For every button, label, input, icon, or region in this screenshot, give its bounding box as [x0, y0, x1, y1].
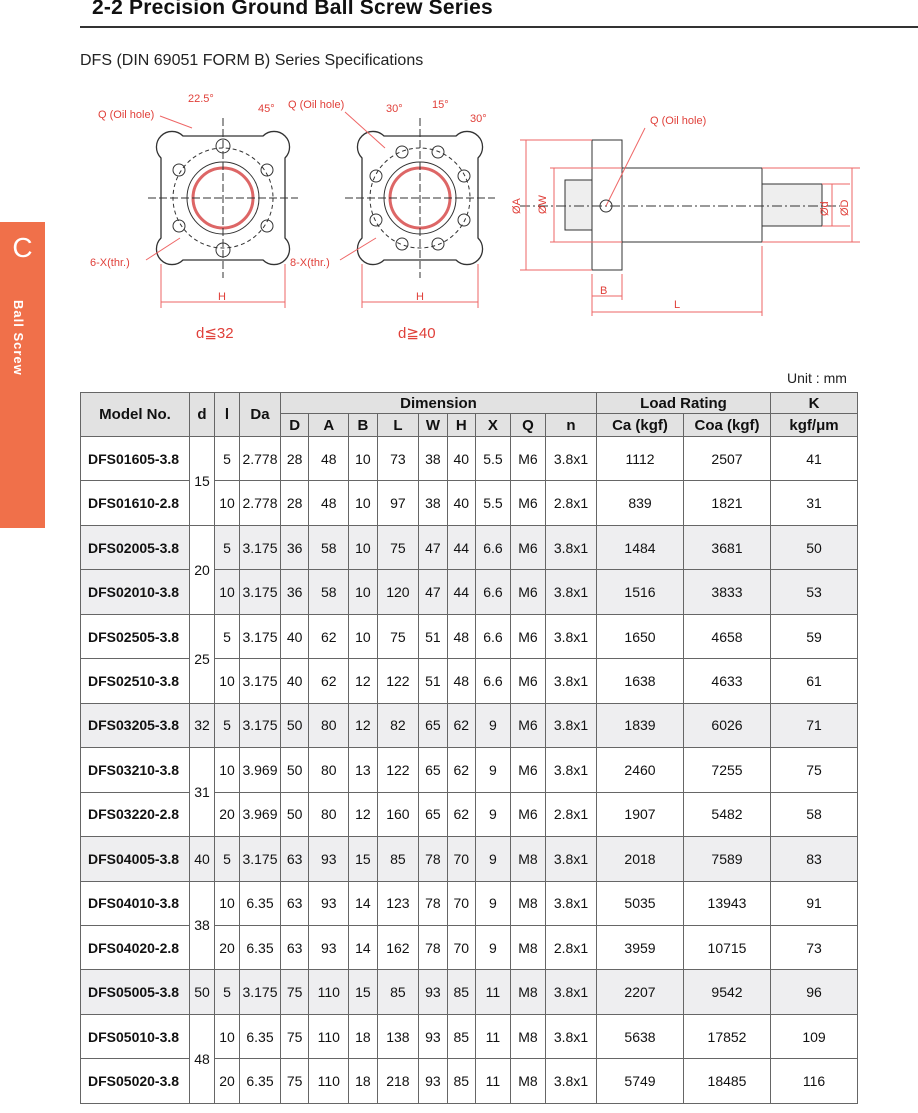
- dim-phi-a: ØA: [511, 198, 523, 214]
- unit-label: Unit : mm: [787, 370, 847, 386]
- table-cell: 839: [597, 481, 684, 525]
- table-cell: M8: [510, 970, 545, 1014]
- table-cell: 97: [377, 481, 419, 525]
- table-cell: 59: [771, 614, 858, 658]
- table-cell: 10: [349, 525, 377, 569]
- table-cell: 12: [349, 792, 377, 836]
- table-cell: 40: [281, 659, 309, 703]
- table-cell: M6: [510, 703, 545, 747]
- table-cell: 6.35: [240, 1014, 281, 1058]
- table-cell: 3.8x1: [546, 525, 597, 569]
- side-view: [520, 128, 860, 316]
- table-cell: M8: [510, 881, 545, 925]
- table-cell: 10: [349, 481, 377, 525]
- table-cell: 58: [771, 792, 858, 836]
- table-cell: 13: [349, 748, 377, 792]
- table-cell: 11: [475, 970, 510, 1014]
- table-cell: 1821: [684, 481, 771, 525]
- table-cell: M6: [510, 525, 545, 569]
- table-row: [81, 703, 858, 747]
- page-title: 2-2 Precision Ground Ball Screw Series: [92, 0, 493, 19]
- cell-d: 38: [190, 881, 215, 970]
- table-cell: 80: [309, 792, 349, 836]
- model-number: DFS03220-2.8: [81, 792, 190, 836]
- table-cell: 61: [771, 659, 858, 703]
- table-row: [81, 525, 858, 569]
- spec-table: [80, 392, 858, 1104]
- table-cell: 1112: [597, 437, 684, 481]
- table-cell: 78: [419, 925, 447, 969]
- table-cell: 3.8x1: [546, 614, 597, 658]
- dim-h-1: H: [218, 291, 226, 303]
- table-cell: 80: [309, 703, 349, 747]
- table-cell: 62: [309, 659, 349, 703]
- table-cell: 2207: [597, 970, 684, 1014]
- cell-d: 25: [190, 614, 215, 703]
- table-cell: 6.35: [240, 1059, 281, 1104]
- table-cell: 18: [349, 1059, 377, 1104]
- table-cell: 3.175: [240, 837, 281, 881]
- angle-30-a: 30°: [386, 103, 403, 115]
- table-cell: 11: [475, 1059, 510, 1104]
- table-cell: 9: [475, 703, 510, 747]
- table-cell: 85: [447, 1059, 475, 1104]
- cell-d: 15: [190, 437, 215, 526]
- table-cell: 5482: [684, 792, 771, 836]
- table-cell: 44: [447, 525, 475, 569]
- table-cell: 70: [447, 925, 475, 969]
- table-cell: 78: [419, 881, 447, 925]
- table-cell: 65: [419, 703, 447, 747]
- table-cell: 3.175: [240, 970, 281, 1014]
- table-cell: 6.35: [240, 881, 281, 925]
- table-cell: 5035: [597, 881, 684, 925]
- model-number: DFS01610-2.8: [81, 481, 190, 525]
- table-cell: 28: [281, 481, 309, 525]
- side-tab-label: Ball Screw: [11, 300, 26, 376]
- table-cell: 1484: [597, 525, 684, 569]
- table-row: [81, 970, 858, 1014]
- table-cell: 75: [771, 748, 858, 792]
- table-cell: 85: [377, 837, 419, 881]
- table-cell: 41: [771, 437, 858, 481]
- table-cell: 6.6: [475, 614, 510, 658]
- table-cell: 93: [419, 970, 447, 1014]
- table-cell: 10: [215, 881, 240, 925]
- table-cell: 2507: [684, 437, 771, 481]
- table-cell: 5: [215, 614, 240, 658]
- table-cell: 3.175: [240, 659, 281, 703]
- table-cell: M6: [510, 792, 545, 836]
- table-cell: M8: [510, 1014, 545, 1058]
- table-row: [81, 748, 858, 792]
- col-n: n: [546, 414, 597, 437]
- table-cell: 10: [349, 570, 377, 614]
- table-cell: 36: [281, 570, 309, 614]
- table-cell: 50: [771, 525, 858, 569]
- table-cell: 85: [377, 970, 419, 1014]
- col-k: K: [771, 393, 858, 414]
- table-cell: 62: [309, 614, 349, 658]
- table-cell: 1650: [597, 614, 684, 658]
- col-A: A: [309, 414, 349, 437]
- table-cell: 91: [771, 881, 858, 925]
- table-cell: 5: [215, 437, 240, 481]
- table-cell: 80: [309, 748, 349, 792]
- table-cell: 62: [447, 748, 475, 792]
- table-cell: 93: [309, 837, 349, 881]
- col-L: L: [377, 414, 419, 437]
- table-cell: 3.8x1: [546, 570, 597, 614]
- thread-label-8: 8-X(thr.): [290, 257, 330, 269]
- col-dimension: Dimension: [281, 393, 597, 414]
- table-cell: 1516: [597, 570, 684, 614]
- table-cell: 75: [281, 970, 309, 1014]
- cell-d: 31: [190, 748, 215, 837]
- table-cell: 12: [349, 659, 377, 703]
- table-cell: 12: [349, 703, 377, 747]
- table-cell: M6: [510, 437, 545, 481]
- dim-b: B: [600, 285, 608, 297]
- table-cell: 75: [281, 1059, 309, 1104]
- table-cell: 5.5: [475, 437, 510, 481]
- model-number: DFS02005-3.8: [81, 525, 190, 569]
- condition-small: d≦32: [196, 325, 234, 342]
- table-cell: 70: [447, 881, 475, 925]
- table-cell: 31: [771, 481, 858, 525]
- model-number: DFS01605-3.8: [81, 437, 190, 481]
- oil-hole-label-3: Q (Oil hole): [650, 115, 707, 127]
- table-cell: 93: [309, 881, 349, 925]
- table-cell: 82: [377, 703, 419, 747]
- cell-d: 20: [190, 525, 215, 614]
- table-cell: 93: [309, 925, 349, 969]
- table-cell: 5638: [597, 1014, 684, 1058]
- table-row: [81, 614, 858, 658]
- col-da: Da: [240, 393, 281, 437]
- table-cell: 9: [475, 837, 510, 881]
- model-number: DFS04005-3.8: [81, 837, 190, 881]
- table-cell: 138: [377, 1014, 419, 1058]
- table-cell: 62: [447, 792, 475, 836]
- table-cell: 110: [309, 1014, 349, 1058]
- table-cell: 47: [419, 525, 447, 569]
- table-cell: 48: [309, 481, 349, 525]
- table-cell: 2.8x1: [546, 925, 597, 969]
- table-cell: 50: [281, 748, 309, 792]
- col-k-unit: kgf/μm: [771, 414, 858, 437]
- table-cell: 75: [377, 614, 419, 658]
- oil-hole-label-1: Q (Oil hole): [98, 109, 155, 121]
- table-cell: 17852: [684, 1014, 771, 1058]
- table-cell: 51: [419, 614, 447, 658]
- table-cell: M8: [510, 925, 545, 969]
- table-cell: 63: [281, 881, 309, 925]
- col-B: B: [349, 414, 377, 437]
- table-cell: 10: [349, 437, 377, 481]
- table-cell: 7255: [684, 748, 771, 792]
- table-cell: 10: [215, 570, 240, 614]
- section-subtitle: DFS (DIN 69051 FORM B) Series Specifications: [80, 52, 424, 69]
- table-cell: 11: [475, 1014, 510, 1058]
- table-cell: 44: [447, 570, 475, 614]
- table-cell: 6.6: [475, 659, 510, 703]
- table-row: [81, 1014, 858, 1058]
- cell-d: 32: [190, 703, 215, 747]
- table-cell: 10: [215, 481, 240, 525]
- table-cell: 20: [215, 925, 240, 969]
- table-cell: 83: [771, 837, 858, 881]
- table-cell: 3.8x1: [546, 437, 597, 481]
- table-cell: 6026: [684, 703, 771, 747]
- condition-large: d≧40: [398, 325, 436, 342]
- table-cell: M6: [510, 659, 545, 703]
- table-cell: 48: [447, 614, 475, 658]
- table-cell: 15: [349, 970, 377, 1014]
- table-cell: 75: [377, 525, 419, 569]
- table-cell: 63: [281, 925, 309, 969]
- col-model: Model No.: [81, 393, 190, 437]
- table-cell: 50: [281, 703, 309, 747]
- table-row: [81, 837, 858, 881]
- table-cell: 2.778: [240, 437, 281, 481]
- table-cell: 14: [349, 925, 377, 969]
- table-cell: 14: [349, 881, 377, 925]
- col-coa: Coa (kgf): [684, 414, 771, 437]
- table-cell: M8: [510, 837, 545, 881]
- table-cell: 71: [771, 703, 858, 747]
- table-cell: 3.969: [240, 748, 281, 792]
- table-cell: 93: [419, 1014, 447, 1058]
- table-cell: 47: [419, 570, 447, 614]
- table-cell: 58: [309, 525, 349, 569]
- table-cell: 3.175: [240, 570, 281, 614]
- table-cell: 120: [377, 570, 419, 614]
- angle-30-b: 30°: [470, 113, 487, 125]
- col-ca: Ca (kgf): [597, 414, 684, 437]
- table-cell: 3.175: [240, 703, 281, 747]
- spec-table-body: [81, 437, 858, 1104]
- table-cell: 7589: [684, 837, 771, 881]
- model-number: DFS02505-3.8: [81, 614, 190, 658]
- table-cell: 2018: [597, 837, 684, 881]
- table-cell: 5: [215, 525, 240, 569]
- table-cell: 9542: [684, 970, 771, 1014]
- flange-view-large: [345, 118, 495, 308]
- table-cell: 40: [447, 437, 475, 481]
- table-cell: M8: [510, 1059, 545, 1104]
- table-cell: 10: [215, 748, 240, 792]
- table-row: [81, 881, 858, 925]
- table-cell: 1907: [597, 792, 684, 836]
- table-cell: M6: [510, 614, 545, 658]
- angle-45: 45°: [258, 103, 275, 115]
- model-number: DFS03205-3.8: [81, 703, 190, 747]
- table-cell: 10715: [684, 925, 771, 969]
- table-cell: 63: [281, 837, 309, 881]
- table-cell: 50: [281, 792, 309, 836]
- table-cell: 85: [447, 1014, 475, 1058]
- dim-phi-d-small: Ød: [819, 201, 831, 216]
- table-cell: 20: [215, 792, 240, 836]
- table-cell: 53: [771, 570, 858, 614]
- table-cell: 28: [281, 437, 309, 481]
- table-cell: 51: [419, 659, 447, 703]
- cell-d: 48: [190, 1014, 215, 1103]
- table-cell: 62: [447, 703, 475, 747]
- ball-nut-drawing: [80, 88, 870, 350]
- table-cell: 122: [377, 659, 419, 703]
- table-cell: 2.8x1: [546, 481, 597, 525]
- table-cell: 3.8x1: [546, 881, 597, 925]
- model-number: DFS04020-2.8: [81, 925, 190, 969]
- table-cell: 9: [475, 748, 510, 792]
- table-cell: 65: [419, 792, 447, 836]
- table-cell: 18485: [684, 1059, 771, 1104]
- model-number: DFS02510-3.8: [81, 659, 190, 703]
- table-cell: 5.5: [475, 481, 510, 525]
- table-cell: 13943: [684, 881, 771, 925]
- table-cell: 2.8x1: [546, 792, 597, 836]
- table-cell: 93: [419, 1059, 447, 1104]
- side-tab-letter: C: [12, 232, 33, 263]
- table-cell: 78: [419, 837, 447, 881]
- table-cell: 116: [771, 1059, 858, 1104]
- table-cell: 3.8x1: [546, 703, 597, 747]
- table-cell: 1638: [597, 659, 684, 703]
- model-number: DFS05005-3.8: [81, 970, 190, 1014]
- table-cell: 36: [281, 525, 309, 569]
- table-cell: 20: [215, 1059, 240, 1104]
- col-d: d: [190, 393, 215, 437]
- table-cell: 3833: [684, 570, 771, 614]
- table-cell: 65: [419, 748, 447, 792]
- table-cell: 9: [475, 881, 510, 925]
- dim-l: L: [674, 299, 681, 311]
- col-X: X: [475, 414, 510, 437]
- col-Q: Q: [510, 414, 545, 437]
- table-cell: 38: [419, 437, 447, 481]
- table-cell: 109: [771, 1014, 858, 1058]
- table-cell: 85: [447, 970, 475, 1014]
- table-cell: 4658: [684, 614, 771, 658]
- table-cell: 15: [349, 837, 377, 881]
- angle-15: 15°: [432, 99, 449, 111]
- table-cell: 3.8x1: [546, 1014, 597, 1058]
- cell-d: 40: [190, 837, 215, 881]
- table-cell: 6.6: [475, 525, 510, 569]
- col-D: D: [281, 414, 309, 437]
- table-cell: 3.8x1: [546, 748, 597, 792]
- table-cell: 2.778: [240, 481, 281, 525]
- dim-phi-d: ØD: [839, 199, 851, 216]
- table-cell: 40: [447, 481, 475, 525]
- table-cell: 3.175: [240, 525, 281, 569]
- table-cell: 3.8x1: [546, 659, 597, 703]
- table-cell: 10: [349, 614, 377, 658]
- model-number: DFS05020-3.8: [81, 1059, 190, 1104]
- table-cell: 48: [309, 437, 349, 481]
- table-cell: 123: [377, 881, 419, 925]
- model-number: DFS04010-3.8: [81, 881, 190, 925]
- col-load-rating: Load Rating: [597, 393, 771, 414]
- table-cell: 2460: [597, 748, 684, 792]
- table-cell: 5: [215, 837, 240, 881]
- table-cell: 4633: [684, 659, 771, 703]
- table-cell: 3.8x1: [546, 837, 597, 881]
- table-cell: 3.8x1: [546, 970, 597, 1014]
- dim-phi-w: ØW: [537, 195, 549, 214]
- table-cell: 3.969: [240, 792, 281, 836]
- table-cell: 10: [215, 659, 240, 703]
- table-cell: M6: [510, 570, 545, 614]
- table-cell: 9: [475, 925, 510, 969]
- table-cell: 160: [377, 792, 419, 836]
- table-cell: 5: [215, 703, 240, 747]
- table-cell: 6.35: [240, 925, 281, 969]
- flange-view-small: [148, 118, 298, 308]
- table-cell: 73: [771, 925, 858, 969]
- model-number: DFS03210-3.8: [81, 748, 190, 792]
- table-cell: 70: [447, 837, 475, 881]
- table-cell: 1839: [597, 703, 684, 747]
- table-cell: 48: [447, 659, 475, 703]
- table-cell: 58: [309, 570, 349, 614]
- table-cell: 110: [309, 970, 349, 1014]
- table-cell: 218: [377, 1059, 419, 1104]
- table-row: [81, 437, 858, 481]
- table-cell: 3959: [597, 925, 684, 969]
- table-cell: 40: [281, 614, 309, 658]
- angle-22-5: 22.5°: [188, 93, 214, 105]
- thread-label-6: 6-X(thr.): [90, 257, 130, 269]
- table-cell: 122: [377, 748, 419, 792]
- table-cell: 5: [215, 970, 240, 1014]
- table-cell: 3.175: [240, 614, 281, 658]
- table-cell: 6.6: [475, 570, 510, 614]
- table-cell: M6: [510, 481, 545, 525]
- table-cell: 10: [215, 1014, 240, 1058]
- table-cell: 75: [281, 1014, 309, 1058]
- col-H: H: [447, 414, 475, 437]
- col-W: W: [419, 414, 447, 437]
- cell-d: 50: [190, 970, 215, 1014]
- table-cell: 9: [475, 792, 510, 836]
- table-cell: 73: [377, 437, 419, 481]
- table-cell: 162: [377, 925, 419, 969]
- table-cell: 96: [771, 970, 858, 1014]
- col-l: l: [215, 393, 240, 437]
- table-cell: 5749: [597, 1059, 684, 1104]
- table-cell: 18: [349, 1014, 377, 1058]
- model-number: DFS02010-3.8: [81, 570, 190, 614]
- table-cell: 110: [309, 1059, 349, 1104]
- model-number: DFS05010-3.8: [81, 1014, 190, 1058]
- table-cell: 3.8x1: [546, 1059, 597, 1104]
- oil-hole-label-2: Q (Oil hole): [288, 99, 345, 111]
- table-cell: 3681: [684, 525, 771, 569]
- table-cell: 38: [419, 481, 447, 525]
- table-cell: M6: [510, 748, 545, 792]
- dim-h-2: H: [416, 291, 424, 303]
